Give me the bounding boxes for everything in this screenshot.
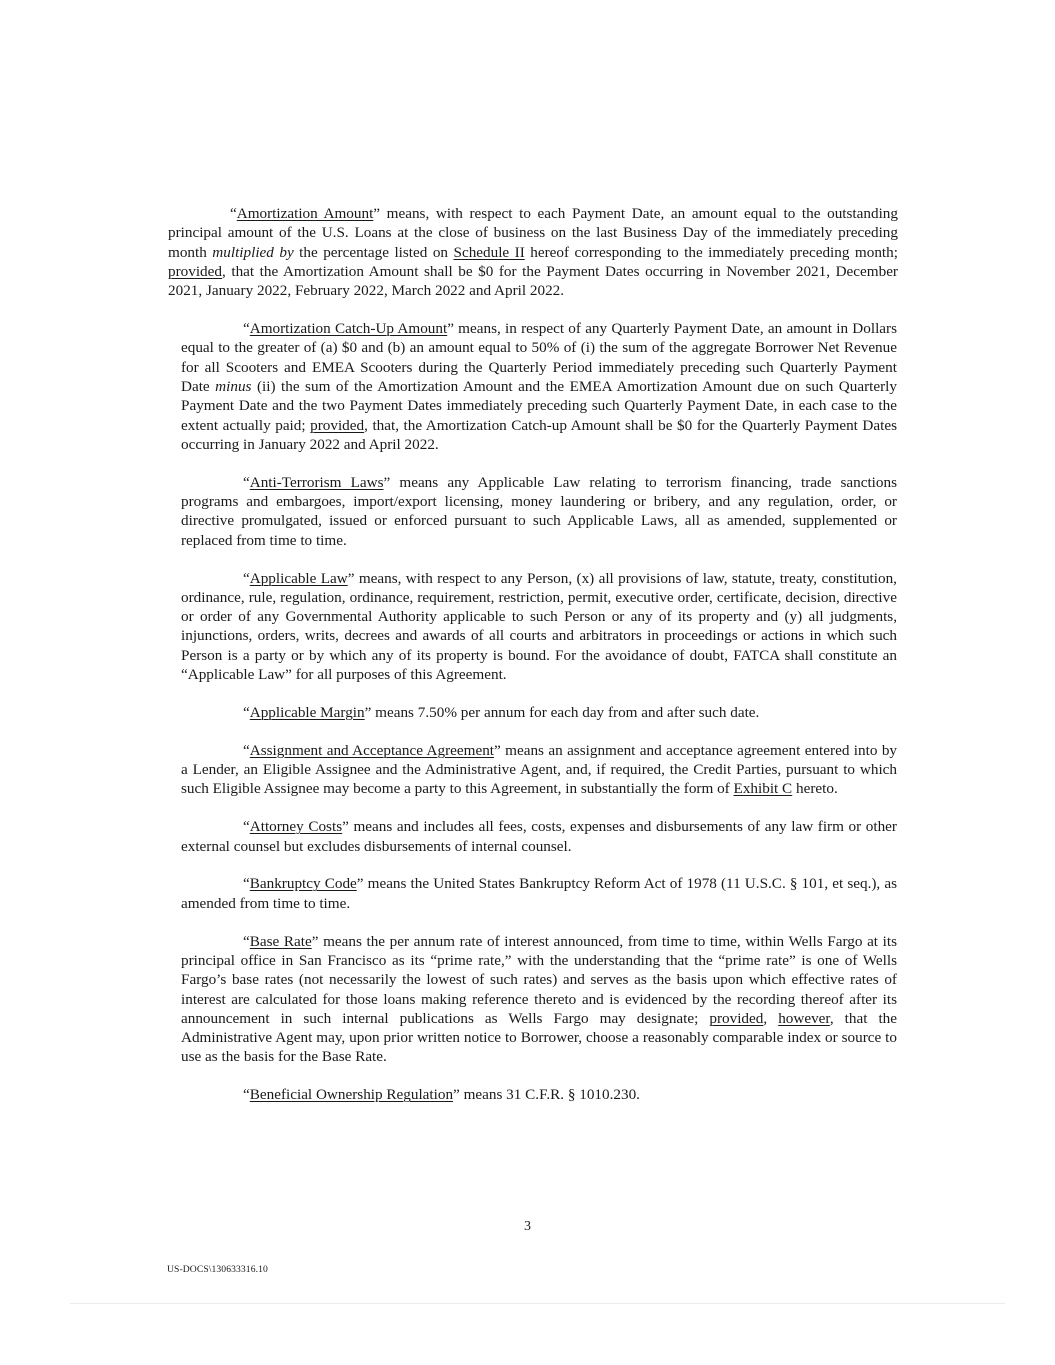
open-quote: “ (230, 205, 237, 222)
definitions-section (168, 204, 898, 1123)
cross-reference-text: provided (168, 262, 222, 280)
definition-text: ” means 31 C.F.R. § 1010.230. (453, 1086, 640, 1104)
definition-text: (ii) the sum of the Amortization Amount and the EMEA Amortization Amount due on such Quarterly Payment Date and the two Payment Dates immediately preceding such Quarterly Payment Date, in each case to the extent actually paid; (181, 377, 897, 434)
definition-paragraph (181, 703, 897, 722)
definition-text: hereof corresponding to the immediately preceding month; (524, 243, 898, 261)
open-quote: “ (243, 320, 250, 338)
open-quote: “ (243, 703, 250, 721)
definition-text: ” means the per annum rate of interest announced, from time to time, within Wells Fargo at its principal office in San Francisco as its “prime rate,” with the understanding that the “prime rate” is one of Wells Fargo’s base rates (not necessarily the lowest of such rates) and serves as the basis upon which effective rates of interest are calculated for those loans making reference thereto and is evidenced by the recording thereof after its announcement in such internal publications as Wells Fargo may designate; (181, 932, 897, 1027)
definition-paragraph (181, 1085, 897, 1104)
defined-term: Amortization Amount (236, 205, 374, 222)
open-quote: “ (243, 1086, 250, 1104)
defined-term: Amortization Catch-Up Amount (249, 320, 448, 338)
defined-term: Anti-Terrorism Laws (249, 473, 384, 491)
cross-reference-text: Exhibit C (733, 780, 793, 798)
definition-text: hereto. (792, 780, 838, 798)
definition-paragraph (181, 473, 897, 550)
definition-text: , (763, 1009, 779, 1027)
cross-reference-text: Schedule II (453, 243, 525, 261)
definition-paragraph (181, 817, 897, 856)
open-quote: “ (243, 818, 250, 836)
defined-term: Beneficial Ownership Regulation (249, 1086, 454, 1104)
definition-text: ” means and includes all fees, costs, expenses and disbursements of any law firm or other external counsel but excludes disbursements of internal counsel. (181, 818, 897, 855)
definition-text: ” means, with respect to each Payment Date, an amount equal to the outstanding principal amount of the U.S. Loans at the close of business on the last Business Day of the immediately preceding month (168, 205, 898, 261)
defined-term: Applicable Law (249, 569, 348, 587)
cross-reference-text: provided (310, 416, 365, 434)
definition-text: ” means an assignment and acceptance agreement entered into by a Lender, an Eligible Assignee and the Administrative Agent, and, if required, the Credit Parties, pursuant to which such Eligible Assignee may become a party to this Agreement, in substantially the form of (181, 741, 898, 798)
definition-paragraph (181, 569, 897, 685)
definition-text: ” means, in respect of any Quarterly Payment Date, an amount in Dollars equal to the greater of (a) $0 and (b) an amount equal to 50% of (i) the sum of the aggregate Borrower Net Revenue for all Scooters and EMEA Scooters during the Quarterly Period immediately preceding such Quarterly Payment Date (181, 320, 897, 395)
definition-paragraph (181, 932, 897, 1067)
definition-text: the percentage listed on (293, 243, 454, 261)
definition-paragraph (181, 741, 897, 799)
page-number: 3 (524, 1219, 531, 1234)
emphasized-text: minus (215, 377, 252, 395)
definition-text: , that, the Amortization Catch-up Amount shall be $0 for the Quarterly Payment Dates occurring in January 2022 and April 2022. (181, 416, 897, 453)
emphasized-text: multiplied by (212, 243, 294, 261)
definition-paragraph (181, 874, 897, 913)
definition-text: ” means the United States Bankruptcy Reform Act of 1978 (11 U.S.C. § 101, et seq.), as amended from time to time. (181, 875, 897, 912)
definition-paragraph (181, 319, 897, 454)
open-quote: “ (243, 473, 250, 491)
definition-text: ” means 7.50% per annum for each day from and after such date. (364, 703, 760, 721)
open-quote: “ (243, 875, 250, 893)
defined-term: Attorney Costs (249, 818, 343, 836)
defined-term: Base Rate (249, 932, 312, 950)
definition-text: , that the Amortization Amount shall be $0 for the Payment Dates occurring in November 2021, December 2021, January 2022, February 2022, March 2022 and April 2022. (168, 262, 898, 300)
defined-term: Bankruptcy Code (249, 875, 357, 893)
definition-text: , that the Administrative Agent may, upon prior written notice to Borrower, choose a reasonably comparable index or source to use as the basis for the Base Rate. (181, 1009, 898, 1066)
definition-text: ” means, with respect to any Person, (x) all provisions of law, statute, treaty, constitution, ordinance, rule, regulation, ordinance, requirement, restriction, permit, executive order, certificate, decision, directive or order of any Governmental Authority applicable to such Person or any of its property and (y) all judgments, injunctions, orders, writs, decrees and awards of all courts and arbitrators in proceedings or actions in which such Person is a party or by which any of its property is bound. For the avoidance of doubt, FATCA shall constitute an “Applicable Law” for all purposes of this Agreement. (181, 569, 897, 684)
defined-term: Assignment and Acceptance Agreement (249, 741, 495, 759)
defined-term: Applicable Margin (249, 703, 365, 721)
open-quote: “ (243, 741, 250, 759)
definition-text: ” means any Applicable Law relating to terrorism financing, trade sanctions programs and embargoes, import/export licensing, money laundering or bribery, and any regulation, order, or directive promulgated, issued or enforced pursuant to such Applicable Laws, all as amended, supplemented or replaced from time to time. (181, 473, 897, 549)
open-quote: “ (243, 932, 250, 950)
open-quote: “ (243, 569, 250, 587)
cross-reference-text: however (778, 1009, 830, 1027)
cross-reference-text: provided (709, 1009, 764, 1027)
document-id: US-DOCS\130633316.10 (167, 1264, 268, 1275)
page-edge-divider (70, 1303, 1005, 1304)
definition-paragraph (168, 204, 898, 300)
